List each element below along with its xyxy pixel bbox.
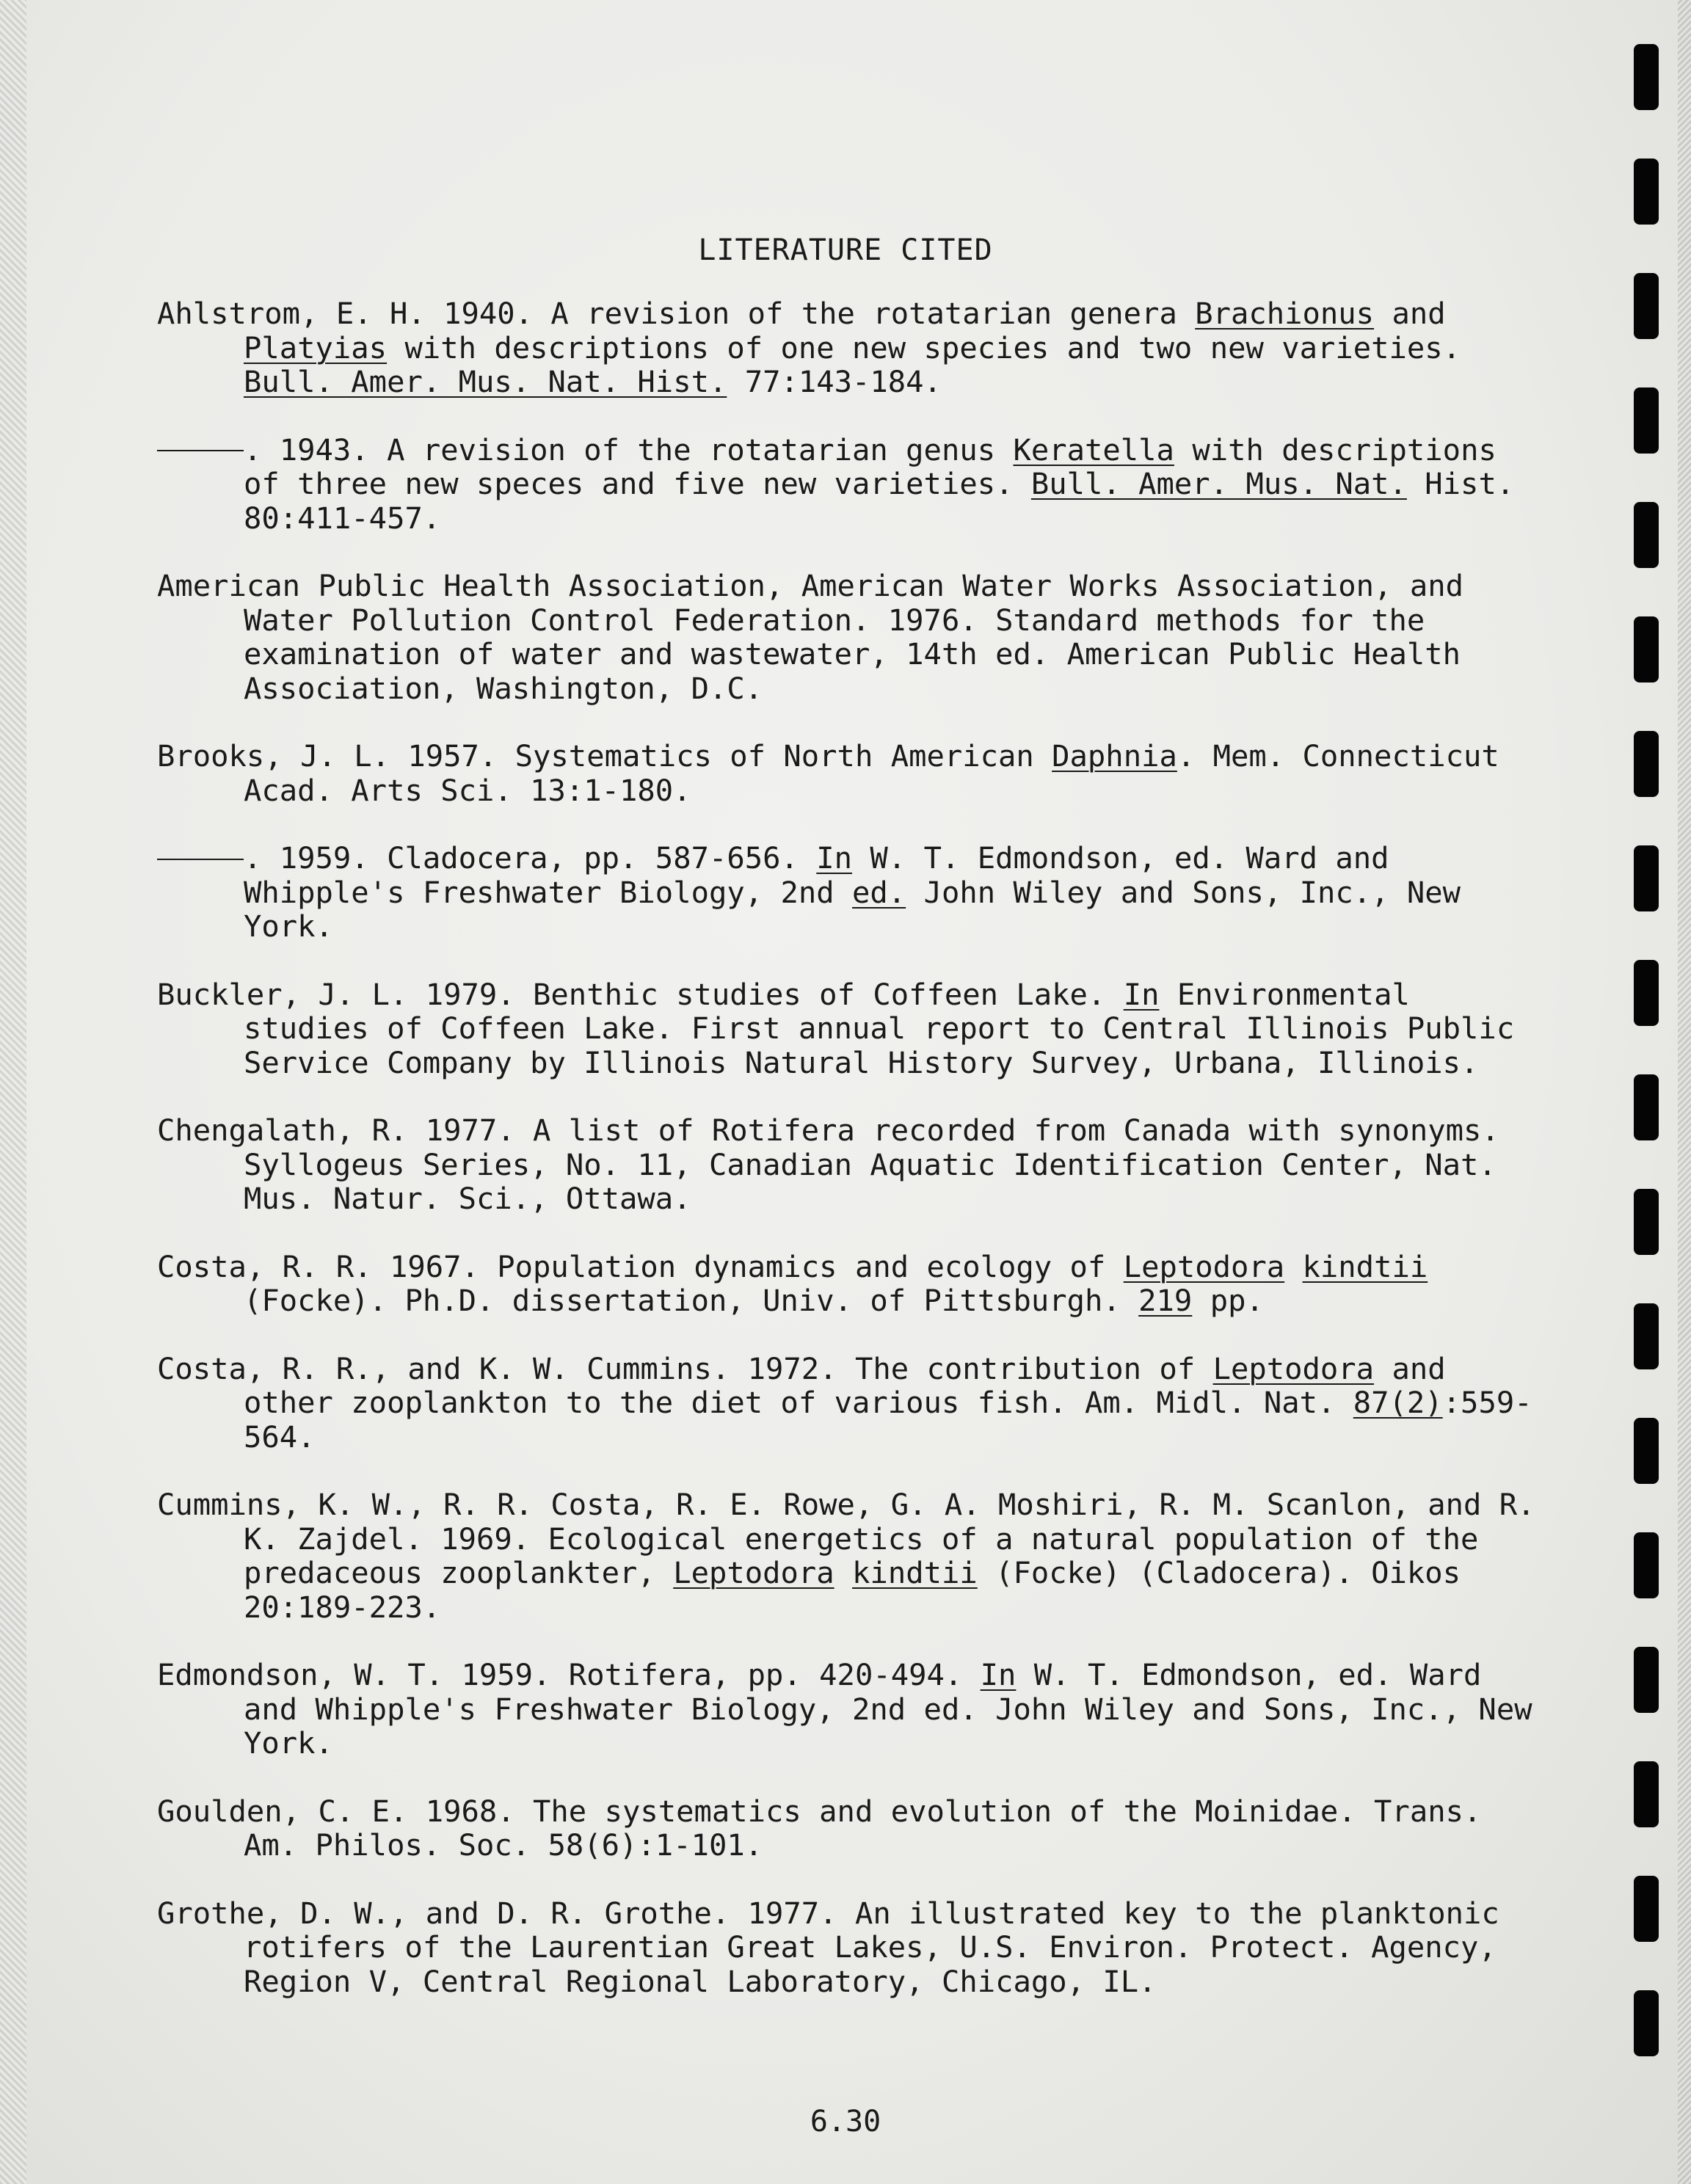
reference-text: Chengalath, R. 1977. A list of Rotifera recorded from Canada with synonyms. Syllogeus Series, No. 11, Canadian Aquatic Identification Center, Nat. Mus. Natur. Sci., Ottawa.: [157, 1113, 1499, 1216]
reference-entry: [157, 978, 1537, 1080]
reference-text: John Wiley and Sons, Inc., New York.: [244, 874, 1461, 944]
punch-hole: [1634, 1990, 1659, 2056]
punch-hole: [1634, 1532, 1659, 1598]
punch-hole: [1634, 273, 1659, 339]
reference-text: . 1943. A revision of the rotatarian genus: [244, 432, 1014, 467]
reference-entry: [157, 433, 1537, 536]
reference-text: [834, 1555, 852, 1590]
punch-hole: [1634, 1303, 1659, 1369]
reference-underlined-text: Leptodora: [1123, 1248, 1285, 1284]
reference-text: . Mem. Connecticut Acad. Arts Sci. 13:1-180.: [244, 738, 1499, 808]
reference-underlined-text: Leptodora: [673, 1555, 834, 1590]
punch-hole: [1634, 1647, 1659, 1713]
reference-underlined-text: Leptodora: [1212, 1350, 1375, 1386]
reference-entry: [157, 296, 1537, 399]
reference-underlined-text: 219: [1138, 1283, 1193, 1318]
reference-text: pp.: [1192, 1283, 1264, 1318]
reference-text: Brooks, J. L. 1957. Systematics of North American: [157, 738, 1052, 774]
reference-text: . 1959. Cladocera, pp. 587-656.: [244, 840, 817, 876]
reference-text: :559-564.: [244, 1385, 1532, 1455]
punch-hole: [1634, 845, 1659, 911]
same-author-dash: [157, 450, 244, 451]
punch-hole: [1634, 1761, 1659, 1827]
page-number: 6.30: [810, 2105, 881, 2138]
reference-entry: [157, 1794, 1537, 1863]
reference-entry: [157, 1658, 1537, 1761]
reference-text: Cummins, K. W., R. R. Costa, R. E. Rowe, G. A. Moshiri, R. M. Scanlon, and R. K. Zajdel. 1969. Ecological energetics of a natural population of the predaceous zooplankter,: [157, 1487, 1535, 1590]
reference-entry: [157, 569, 1537, 705]
punch-hole: [1634, 1418, 1659, 1484]
punch-hole: [1634, 44, 1659, 110]
binding-punch-holes: [1634, 44, 1663, 2184]
reference-text: with descriptions of one new species and two new varieties.: [387, 330, 1461, 365]
reference-text: W. T. Edmondson, ed. Ward and Whipple's Freshwater Biology, 2nd ed. John Wiley and Sons, Inc., New York.: [244, 1657, 1532, 1761]
reference-underlined-text: Platyias: [244, 330, 388, 365]
scan-noise-left-edge: [0, 0, 26, 2184]
same-author-dash: [157, 859, 244, 860]
reference-text: Goulden, C. E. 1968. The systematics and evolution of the Moinidae. Trans. Am. Philos. Soc. 58(6):1-101.: [157, 1793, 1482, 1863]
reference-underlined-text: In: [1123, 976, 1160, 1012]
reference-entry: [157, 1896, 1537, 1999]
reference-underlined-text: kindtii: [1302, 1248, 1428, 1284]
punch-hole: [1634, 731, 1659, 797]
reference-underlined-text: Bull. Amer. Mus. Nat. Hist.: [244, 364, 727, 399]
reference-underlined-text: 87(2): [1353, 1385, 1443, 1420]
reference-text: Ahlstrom, E. H. 1940. A revision of the rotatarian genera: [157, 296, 1196, 331]
reference-underlined-text: Bull. Amer. Mus. Nat.: [1030, 466, 1407, 501]
reference-underlined-text: In: [816, 840, 853, 876]
reference-text: (Focke). Ph.D. dissertation, Univ. of Pittsburgh.: [244, 1283, 1139, 1318]
reference-text: and other zooplankton to the diet of various fish. Am. Midl. Nat.: [244, 1350, 1446, 1420]
reference-text: Grothe, D. W., and D. R. Grothe. 1977. An illustrated key to the planktonic rotifers of the Laurentian Great Lakes, U.S. Environ. Protect. Agency, Region V, Central Regional Laboratory, Chicago, IL.: [157, 1895, 1499, 1999]
scan-noise-right-edge: [1678, 0, 1691, 2184]
reference-text: [1284, 1249, 1302, 1284]
reference-underlined-text: Daphnia: [1052, 738, 1177, 774]
reference-text: American Public Health Association, American Water Works Association, and Water Pollution Control Federation. 1976. Standard methods for the examination of water and wastewater, 14th ed. American Public Health Association, Washington, D.C.: [157, 568, 1463, 706]
reference-entry: [157, 739, 1537, 807]
reference-underlined-text: Keratella: [1013, 432, 1174, 467]
reference-text: Buckler, J. L. 1979. Benthic studies of Coffeen Lake.: [157, 976, 1124, 1012]
reference-entry: [157, 1488, 1537, 1624]
punch-hole: [1634, 502, 1659, 568]
reference-entry: [157, 1352, 1537, 1455]
punch-hole: [1634, 1189, 1659, 1255]
reference-text: Edmondson, W. T. 1959. Rotifera, pp. 420-494.: [157, 1657, 981, 1692]
reference-text: Hist. 80:411-457.: [244, 466, 1515, 536]
reference-text: Costa, R. R., and K. W. Cummins. 1972. The contribution of: [157, 1350, 1213, 1386]
punch-hole: [1634, 1074, 1659, 1140]
reference-list: [157, 296, 1537, 2032]
reference-underlined-text: ed.: [852, 874, 906, 910]
reference-underlined-text: Brachionus: [1195, 296, 1375, 331]
reference-entry: [157, 1113, 1537, 1216]
reference-text: with descriptions of three new speces and five new varieties.: [244, 432, 1497, 501]
punch-hole: [1634, 159, 1659, 225]
reference-text: and: [1374, 296, 1446, 331]
punch-hole: [1634, 616, 1659, 682]
punch-hole: [1634, 960, 1659, 1026]
reference-text: (Focke) (Cladocera). Oikos 20:189-223.: [244, 1555, 1461, 1625]
reference-entry: [157, 841, 1537, 944]
reference-underlined-text: In: [980, 1657, 1017, 1692]
reference-underlined-text: kindtii: [852, 1555, 978, 1590]
reference-text: Costa, R. R. 1967. Population dynamics and ecology of: [157, 1248, 1124, 1284]
reference-text: W. T. Edmondson, ed. Ward and Whipple's Freshwater Biology, 2nd: [244, 840, 1389, 910]
punch-hole: [1634, 387, 1659, 454]
reference-text: Environmental studies of Coffeen Lake. First annual report to Central Illinois Public Service Company by Illinois Natural History Survey, Urbana, Illinois.: [244, 976, 1515, 1080]
page-heading: LITERATURE CITED: [698, 233, 993, 267]
reference-entry: [157, 1250, 1537, 1318]
punch-hole: [1634, 1876, 1659, 1942]
reference-text: 77:143-184.: [727, 364, 942, 399]
